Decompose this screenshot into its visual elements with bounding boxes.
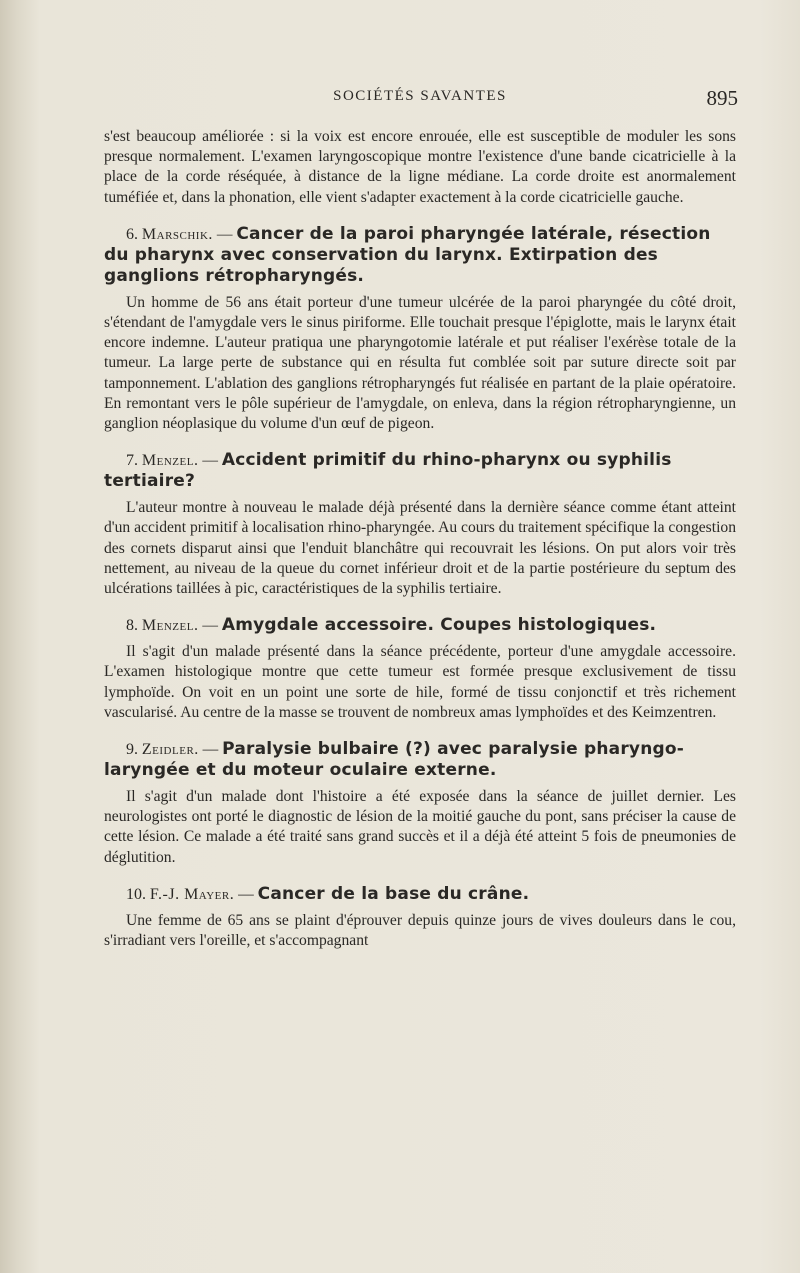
section-dash: — — [198, 617, 222, 635]
section-title: Cancer de la paroi pharyngée latérale, résection du pharynx avec conservation du larynx. Extirpation des ganglions rétropharyngés. — [104, 223, 711, 286]
section-10 — [104, 884, 736, 951]
section-text: L'auteur montre à nouveau le malade déjà présenté dans la dernière séance comme étant atteint d'un accident primitif à localisation rhino-pharyngée. Au cours du traitement spécifique la congestion des cornets disparut ainsi que l'enduit blanchâtre qui recouvrait les lésions. On put alors voir très nettement, au niveau de la queue du cornet inférieur droit et de la partie postérieure du septum des ulcérations taillées à pic, caractéristiques de la syphilis tertiaire. — [104, 499, 736, 598]
section-author: Menzel. — [141, 617, 199, 635]
section-title: Amygdale accessoire. Coupes histologiques. — [221, 615, 657, 636]
section-heading — [104, 224, 736, 287]
section-author: Menzel. — [141, 452, 199, 470]
section-number: 9. — [126, 741, 138, 759]
article-body — [104, 127, 736, 951]
section-number: 10. — [126, 885, 146, 903]
section-dash: — — [198, 741, 223, 759]
page-header — [102, 86, 738, 112]
section-text: Une femme de 65 ans se plaint d'éprouver depuis quinze jours de vives douleurs dans le cou, s'irradiant vers l'oreille, et s'accompagnant — [104, 911, 736, 950]
section-dash: — — [212, 225, 237, 243]
section-6 — [104, 224, 736, 434]
section-number: 6. — [126, 225, 138, 243]
section-text: Il s'agit d'un malade présenté dans la séance précédente, porteur d'une amygdale accessoire. L'examen histologique montre que cette tumeur est formée presque exclusivement de tissu lymphoïde. On voit en un point une sorte de hile, formé de tissu conjonctif et très richement vascularisé. Au centre de la masse se trouvent de nombreux amas lymphoïdes et des Keimzentren. — [104, 643, 736, 721]
section-heading — [104, 884, 736, 905]
section-heading — [104, 739, 736, 781]
section-7 — [104, 450, 736, 599]
section-text: Il s'agit d'un malade dont l'histoire a été exposée dans la séance de juillet dernier. Les neurologistes ont porté le diagnostic de lésion de la moitié gauche du pont, sans préciser la cause de cette lésion. Ce malade a été traité sans grand succès et il a déjà été atteint 5 fois de pneumonies de déglutition. — [104, 788, 736, 866]
section-heading — [104, 615, 736, 636]
section-text: Un homme de 56 ans était porteur d'une tumeur ulcérée de la paroi pharyngée du côté droit, s'étendant de l'amygdale vers le sinus piriforme. Elle touchait presque l'épiglotte, mais le larynx était encore indemne. L'auteur pratiqua une pharyngotomie latérale et put réaliser l'exérèse totale de la tumeur. La large perte de substance qui en résulta fut comblée soit par suture directe soit par tamponnement. L'ablation des ganglions rétropharyngés fut réalisée en partant de la plaie opératoire. En remontant vers le pôle supérieur de l'amygdale, on enleva, dans la région rétropharyngienne, un ganglion néoplasique du volume d'un œuf de pigeon. — [104, 293, 736, 433]
section-title: Accident primitif du rhino-pharynx ou syphilis tertiaire? — [104, 450, 672, 492]
section-title: Cancer de la base du crâne. — [257, 883, 530, 904]
running-head: SOCIÉTÉS SAVANTES — [333, 88, 507, 104]
section-author: F.-J. Mayer. — [149, 885, 235, 903]
page-number: 895 — [706, 86, 738, 110]
section-9 — [104, 739, 736, 868]
section-author: Zeidler. — [141, 741, 199, 759]
section-8 — [104, 615, 736, 723]
section-dash: — — [234, 885, 258, 903]
section-author: Marschik. — [141, 225, 213, 243]
intro-paragraph: s'est beaucoup améliorée : si la voix est encore enrouée, elle est susceptible de moduler les sons presque normalement. L'examen laryngoscopique montre l'existence d'une bande cicatricielle à la place de la corde réséquée, à distance de la ligne médiane. La corde droite est anormalement tuméfiée et, dans la phonation, elle vient s'adapter exactement à la corde cicatricielle gauche. — [104, 128, 736, 206]
section-number: 8. — [126, 617, 138, 635]
section-title: Paralysie bulbaire (?) avec paralysie pharyngo-laryngée et du moteur oculaire externe. — [104, 739, 685, 781]
section-number: 7. — [126, 452, 138, 470]
section-heading — [104, 450, 736, 492]
section-dash: — — [198, 452, 222, 470]
